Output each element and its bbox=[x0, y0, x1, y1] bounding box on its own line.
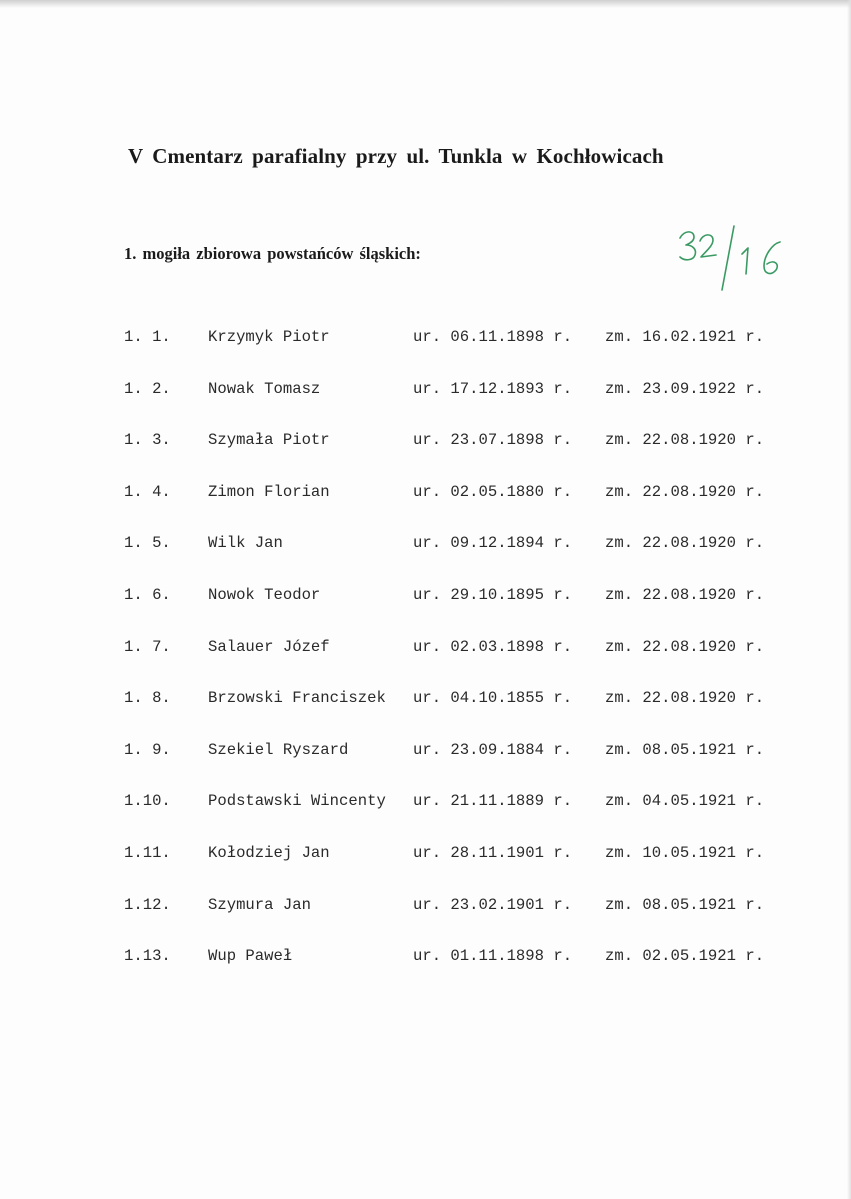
entry-birth-date: ur. 17.12.1893 r. bbox=[413, 379, 573, 398]
entry-birth-date: ur. 29.10.1895 r. bbox=[413, 586, 573, 604]
list-item bbox=[0, 328, 851, 350]
list-item bbox=[0, 844, 851, 866]
entry-number: 1. 7. bbox=[124, 637, 171, 656]
entry-birth-date: ur. 02.05.1880 r. bbox=[413, 482, 573, 501]
list-item bbox=[0, 792, 851, 814]
entry-name: Krzymyk Piotr bbox=[208, 328, 330, 346]
list-item bbox=[0, 896, 851, 918]
entry-birth-date: ur. 09.12.1894 r. bbox=[413, 534, 573, 553]
list-item bbox=[0, 638, 851, 660]
entry-birth-date: ur. 01.11.1898 r. bbox=[413, 947, 573, 966]
list-item bbox=[0, 741, 851, 763]
entry-name: Szekiel Ryszard bbox=[208, 740, 349, 759]
entry-name: Wilk Jan bbox=[208, 534, 283, 553]
entry-death-date: zm. 10.05.1921 r. bbox=[605, 844, 765, 862]
entry-number: 1. 6. bbox=[124, 586, 171, 604]
entry-number: 1. 3. bbox=[124, 431, 171, 450]
entry-number: 1. 4. bbox=[124, 482, 171, 501]
list-item bbox=[0, 380, 851, 402]
entry-name: Brzowski Franciszek bbox=[208, 689, 386, 708]
entry-birth-date: ur. 04.10.1855 r. bbox=[413, 689, 573, 708]
entry-death-date: zm. 22.08.1920 r. bbox=[605, 637, 765, 656]
entry-death-date: zm. 04.05.1921 r. bbox=[605, 792, 765, 811]
entry-death-date: zm. 22.08.1920 r. bbox=[605, 431, 765, 450]
entry-number: 1. 1. bbox=[124, 328, 171, 346]
entry-number: 1.13. bbox=[124, 947, 171, 966]
list-item bbox=[0, 483, 851, 505]
entry-death-date: zm. 22.08.1920 r. bbox=[605, 534, 765, 553]
list-item bbox=[0, 947, 851, 969]
entry-number: 1. 9. bbox=[124, 740, 171, 759]
entry-name: Wup Paweł bbox=[208, 947, 293, 966]
entry-name: Szymura Jan bbox=[208, 895, 311, 914]
list-item bbox=[0, 431, 851, 453]
list-item bbox=[0, 586, 851, 608]
entry-number: 1.11. bbox=[124, 844, 171, 862]
entry-death-date: zm. 23.09.1922 r. bbox=[605, 379, 765, 398]
entry-name: Nowak Tomasz bbox=[208, 379, 321, 398]
entry-birth-date: ur. 02.03.1898 r. bbox=[413, 637, 573, 656]
entry-death-date: zm. 08.05.1921 r. bbox=[605, 740, 765, 759]
entry-death-date: zm. 22.08.1920 r. bbox=[605, 689, 765, 708]
entry-number: 1.12. bbox=[124, 895, 171, 914]
entry-name: Szymała Piotr bbox=[208, 431, 330, 450]
scan-top-edge bbox=[0, 0, 851, 8]
entry-birth-date: ur. 23.02.1901 r. bbox=[413, 895, 573, 914]
entry-birth-date: ur. 23.09.1884 r. bbox=[413, 740, 573, 759]
entry-name: Nowok Teodor bbox=[208, 586, 321, 604]
entry-death-date: zm. 08.05.1921 r. bbox=[605, 895, 765, 914]
entry-number: 1. 8. bbox=[124, 689, 171, 708]
entry-birth-date: ur. 28.11.1901 r. bbox=[413, 844, 573, 862]
entry-birth-date: ur. 21.11.1889 r. bbox=[413, 792, 573, 811]
entry-birth-date: ur. 23.07.1898 r. bbox=[413, 431, 573, 450]
entry-name: Podstawski Wincenty bbox=[208, 792, 386, 811]
entry-death-date: zm. 22.08.1920 r. bbox=[605, 586, 765, 604]
entry-death-date: zm. 22.08.1920 r. bbox=[605, 482, 765, 501]
entry-number: 1. 5. bbox=[124, 534, 171, 553]
entry-name: Salauer Józef bbox=[208, 637, 330, 656]
section-heading: 1. mogiła zbiorowa powstańców śląskich: bbox=[124, 244, 421, 263]
entry-number: 1.10. bbox=[124, 792, 171, 811]
document-title: V Cmentarz parafialny przy ul. Tunkla w Kochłowicach bbox=[128, 144, 664, 168]
handwritten-archive-number bbox=[676, 222, 796, 294]
entry-death-date: zm. 16.02.1921 r. bbox=[605, 328, 765, 346]
entry-name: Zimon Florian bbox=[208, 482, 330, 501]
list-item bbox=[0, 689, 851, 711]
entry-birth-date: ur. 06.11.1898 r. bbox=[413, 328, 573, 346]
entry-number: 1. 2. bbox=[124, 379, 171, 398]
list-item bbox=[0, 534, 851, 556]
entry-death-date: zm. 02.05.1921 r. bbox=[605, 947, 765, 966]
entry-name: Kołodziej Jan bbox=[208, 844, 330, 862]
